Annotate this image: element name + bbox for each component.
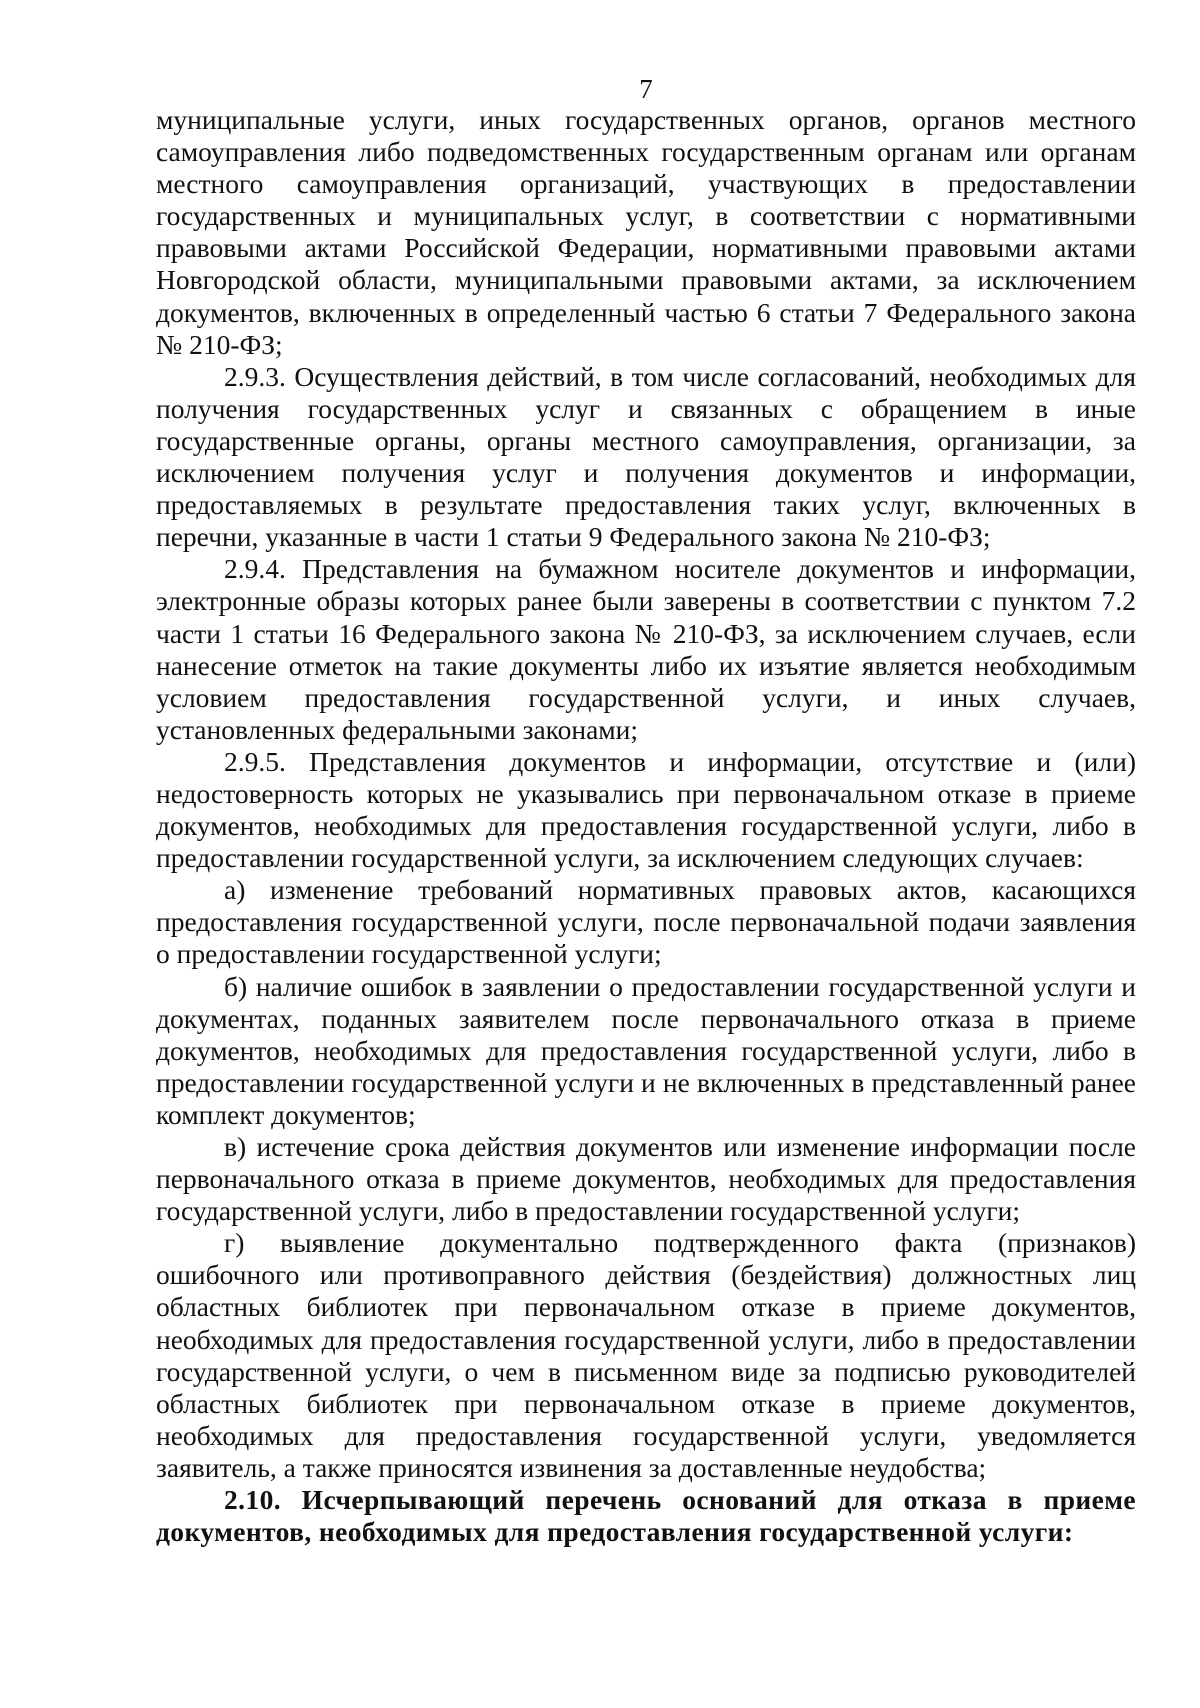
page-number: 7 bbox=[639, 74, 653, 104]
paragraph-2-9-4: 2.9.4. Представления на бумажном носителе документов и информации, электронные образы которых ранее были заверены в соответствии с пунктом 7.2 части 1 статьи 16 Федерального закона № 210-ФЗ, за исключением случаев, если нанесение отметок на такие документы либо их изъятие является необходимым условием предоставления государственной услуги, и иных случаев, установленных федеральными законами; bbox=[156, 553, 1136, 745]
paragraph-2-9-3: 2.9.3. Осуществления действий, в том числе согласований, необходимых для получения государственных услуг и связанных с обращением в иные государственные органы, органы местного самоуправления, организации, за исключением получения услуг и получения документов и информации, предоставляемых в результате предоставления таких услуг, включенных в перечни, указанные в части 1 статьи 9 Федерального закона № 210-ФЗ; bbox=[156, 360, 1136, 553]
document-body bbox=[156, 104, 1136, 1548]
list-item-g: г) выявление документально подтвержденного факта (признаков) ошибочного или противоправного действия (бездействия) должностных лиц областных библиотек при первоначальном отказе в приеме документов, необходимых для предоставления государственной услуги, либо в предоставлении государственной услуги, о чем в письменном виде за подписью руководителей областных библиотек при первоначальном отказе в приеме документов, необходимых для предоставления государственной услуги, уведомляется заявитель, а также приносятся извинения за доставленные неудобства; bbox=[156, 1227, 1136, 1483]
section-heading-2-10: 2.10. Исчерпывающий перечень оснований для отказа в приеме документов, необходимых для предоставления государственной услуги: bbox=[156, 1484, 1136, 1548]
list-item-a: а) изменение требований нормативных правовых актов, касающихся предоставления государственной услуги, после первоначальной подачи заявления о предоставлении государственной услуги; bbox=[156, 874, 1136, 970]
paragraph-continuation: муниципальные услуги, иных государственных органов, органов местного самоуправления либо подведомственных государственным органам или органам местного самоуправления организаций, участвующих в предоставлении государственных и муниципальных услуг, в соответствии с нормативными правовыми актами Российской Федерации, нормативными правовыми актами Новгородской области, муниципальными правовыми актами, за исключением документов, включенных в определенный частью 6 статьи 7 Федерального закона № 210-ФЗ; bbox=[156, 104, 1136, 360]
list-item-b: б) наличие ошибок в заявлении о предоставлении государственной услуги и документах, поданных заявителем после первоначального отказа в приеме документов, необходимых для предоставления государственной услуги, либо в предоставлении государственной услуги и не включенных в представленный ранее комплект документов; bbox=[156, 970, 1136, 1130]
list-item-v: в) истечение срока действия документов или изменение информации после первоначального отказа в приеме документов, необходимых для предоставления государственной услуги, либо в предоставлении государственной услуги; bbox=[156, 1131, 1136, 1227]
paragraph-2-9-5: 2.9.5. Представления документов и информации, отсутствие и (или) недостоверность которых не указывались при первоначальном отказе в приеме документов, необходимых для предоставления государственной услуги, либо в предоставлении государственной услуги, за исключением следующих случаев: bbox=[156, 745, 1136, 874]
